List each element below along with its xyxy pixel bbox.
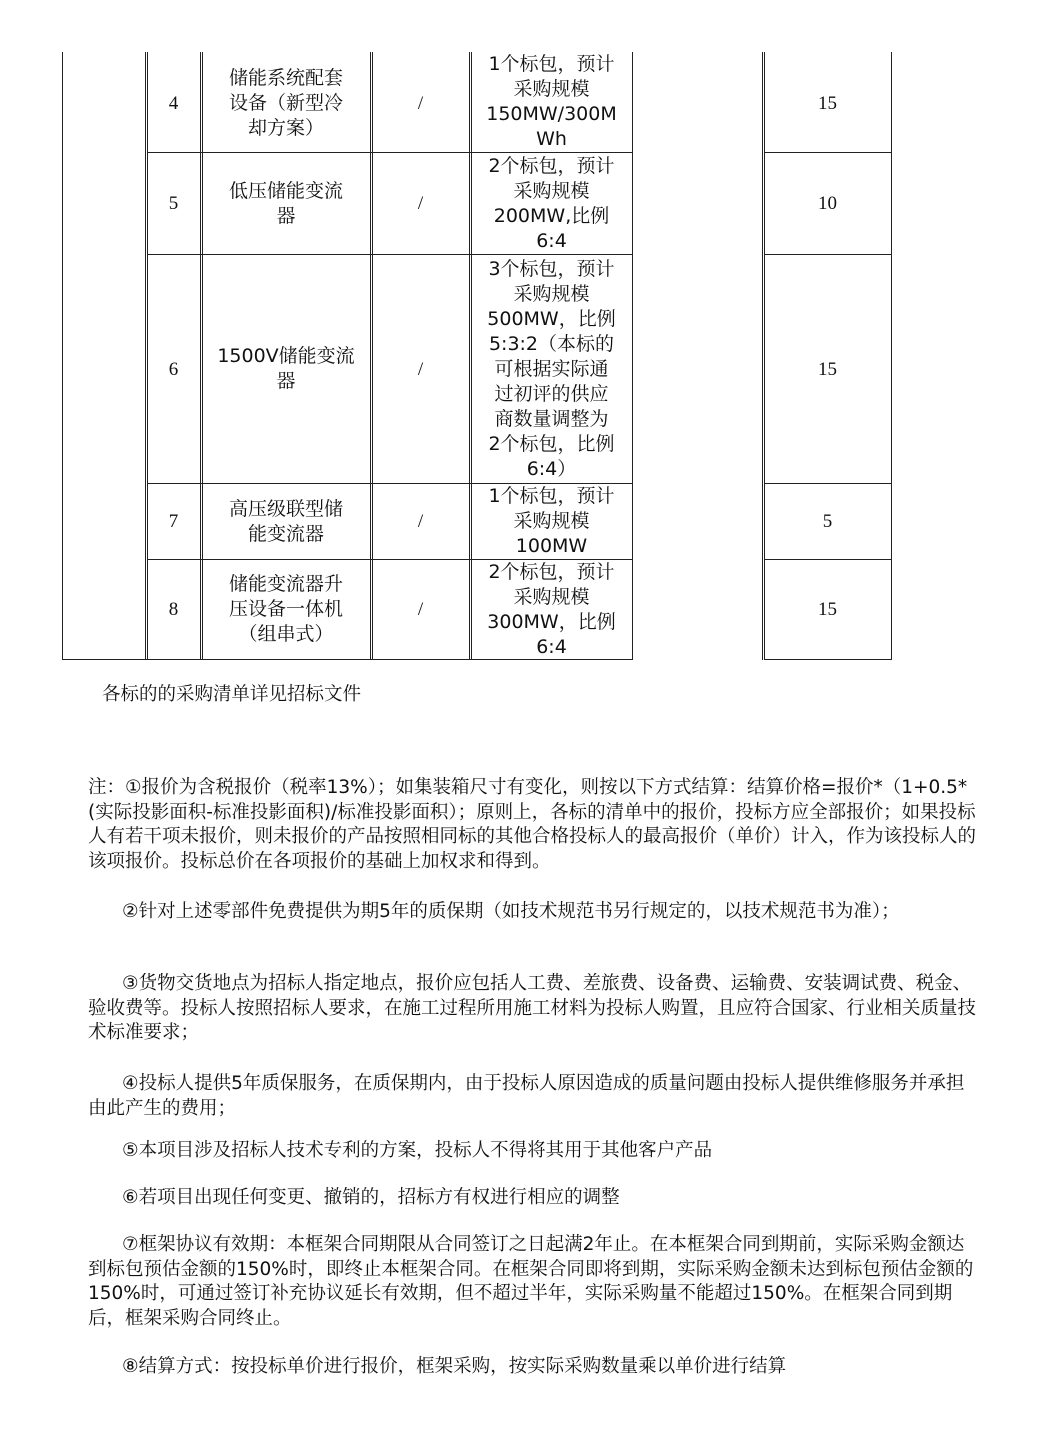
row-4-no: 4	[168, 92, 179, 114]
procurement-table	[0, 0, 1038, 662]
row-8-value: 15	[818, 599, 837, 620]
row-8-spec: /	[417, 599, 424, 620]
row-7-spec: /	[417, 511, 424, 532]
row-4-value: 15	[818, 92, 837, 114]
row-4-name: 储能系统配套 设备（新型冷 却方案）	[228, 66, 343, 139]
row-5-name: 低压储能变流 器	[228, 179, 343, 227]
row-4-package: 1个标包，预计 采购规模 150MW/300M Wh	[486, 53, 617, 150]
note-2: ②针对上述零部件免费提供为期5年的质保期（如技术规范书另行规定的，以技术规范书为准）；	[122, 901, 900, 922]
row-5-spec: /	[417, 193, 424, 214]
row-7-value: 5	[822, 511, 833, 532]
note-8: ⑧结算方式：按投标单价进行报价，框架采购，按实际采购数量乘以单价进行结算	[122, 1356, 787, 1377]
row-6-name: 1500V储能变流 器	[217, 345, 355, 392]
note-7: ⑦框架协议有效期：本框架合同期限从合同签订之日起满2年止。在本框架合同到期前，实际采购金额达到标包预估金额的150%时，即终止本框架合同。在框架合同即将到期，实际采购金额未达到标包预估金额的150%时，可通过签订补充协议延长有效期，但不超过半年，实际采购量不能超过150%。在框架合同到期后，框架采购合同终止。	[88, 1234, 974, 1329]
table-caption: 各标的的采购清单详见招标文件	[102, 684, 362, 705]
row-6-value: 15	[818, 358, 837, 380]
note-1: 注：①报价为含税报价（税率13%）；如集装箱尺寸有变化，则按以下方式结算：结算价格=报价*（1+0.5*(实际投影面积-标准投影面积)/标准投影面积）；原则上，各标的清单中的报价，投标方应全部报价；如果投标人有若干项未报价，则未报价的产品按照相同标的其他合格投标人的最高报价（单价）计入，作为该投标人的该项报价。投标总价在各项报价的基础上加权求和得到。	[88, 777, 977, 872]
row-6-package: 3个标包，预计 采购规模 500MW，比例 5:3:2（本标的 可根据实际通 过初评的供应 商数量调整为 2个标包，比例 6:4）	[487, 257, 616, 480]
row-5-no: 5	[168, 193, 179, 214]
row-7-package: 1个标包，预计 采购规模 100MW	[488, 485, 615, 557]
row-8-name: 储能变流器升 压设备一体机 （组串式）	[228, 573, 343, 645]
row-7-no: 7	[168, 511, 179, 532]
note-6: ⑥若项目出现任何变更、撤销的，招标方有权进行相应的调整	[122, 1187, 620, 1208]
row-4-spec: /	[417, 92, 424, 114]
row-5-value: 10	[818, 193, 837, 214]
note-3: ③货物交货地点为招标人指定地点，报价应包括人工费、差旅费、设备费、运输费、安装调试费、税金、验收费等。投标人按照招标人要求，在施工过程所用施工材料为投标人购置，且应符合国家、行业相关质量技术标准要求；	[88, 973, 977, 1043]
row-8-no: 8	[168, 599, 179, 620]
row-7-name: 高压级联型储 能变流器	[228, 497, 343, 545]
row-6-spec: /	[417, 358, 424, 380]
row-8-package: 2个标包，预计 采购规模 300MW，比例 6:4	[487, 560, 616, 658]
note-4: ④投标人提供5年质保服务，在质保期内，由于投标人原因造成的质量问题由投标人提供维修服务并承担由此产生的费用；	[88, 1073, 965, 1119]
row-5-package: 2个标包，预计 采购规模 200MW,比例 6:4	[488, 154, 615, 252]
note-5: ⑤本项目涉及招标人技术专利的方案，投标人不得将其用于其他客户产品	[122, 1140, 713, 1161]
row-6-no: 6	[168, 358, 179, 380]
